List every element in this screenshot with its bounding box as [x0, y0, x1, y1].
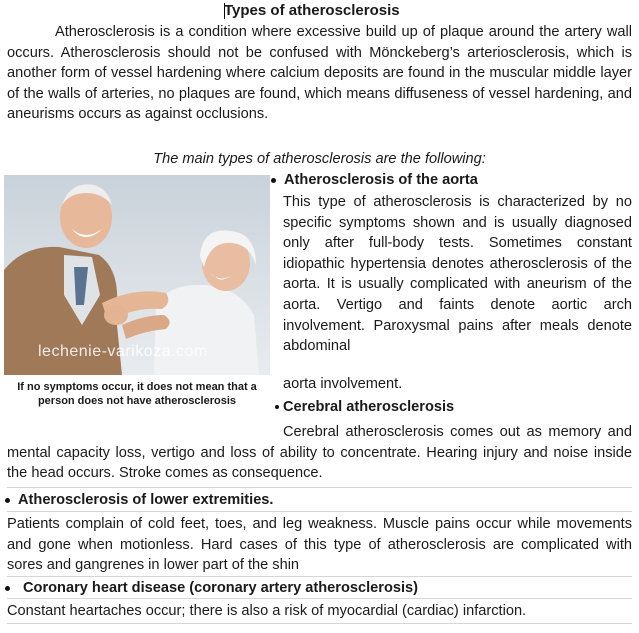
- page-title: Types of atherosclerosis: [224, 2, 400, 19]
- aorta-paragraph-tail: aorta involvement.: [283, 376, 403, 392]
- lower-extremities-paragraph: Patients complain of cold feet, toes, and leg weakness. Muscle pains occur while movements and gone when motionless. Hard cases of this type of atherosclerosis are complicated with sores and gangrenes in lower part of the shin: [7, 516, 632, 574]
- intro-paragraph: Atherosclerosis is a condition where excessive build up of plaque around the artery wall occurs. Atherosclerosis should not be confused with Mönckeberg’s arteriosclerosis, which is another form of vessel hardening where calcium deposits are found in the muscular middle layer of the walls of arteries, no plaques are found, which means diffuseness of vessel hardening, and aneurisms occurs as against occlusions.: [7, 24, 632, 123]
- divider: [7, 598, 632, 599]
- types-intro: The main types of atherosclerosis are the following:: [153, 151, 486, 167]
- elderly-couple-photo: [4, 175, 270, 375]
- bullet-icon: [271, 178, 276, 183]
- bullet-icon: [5, 498, 10, 503]
- bullet-icon: [5, 586, 10, 591]
- bullet-icon: [275, 405, 279, 409]
- divider: [7, 576, 632, 577]
- photo-watermark: lechenie-varikoza.com: [38, 343, 208, 360]
- coronary-paragraph: Constant heartaches occur; there is also a risk of myocardial (cardiac) infarction.: [7, 603, 527, 619]
- divider: [7, 511, 632, 512]
- heading-aorta: Atherosclerosis of the aorta: [271, 171, 478, 189]
- cerebral-paragraph: Cerebral atherosclerosis comes out as memory and mental capacity loss, vertigo and loss of ability to concentrate. Hearing injury and noise inside the head occurs. Stroke comes as consequence.: [7, 424, 632, 482]
- aorta-paragraph: This type of atherosclerosis is characterized by no specific symptoms shown and is usually diagnosed only after full-body tests. Sometimes constant idiopathic hypertensia denotes atherosclerosis of the aorta. It is usually complicated with aneurism of the aorta. Vertigo and faints denote aortic arch involvement. Paroxysmal pains after meals denote abdominal: [283, 194, 632, 355]
- photo-caption: If no symptoms occur, it does not mean that a person does not have atherosclerosis: [17, 381, 257, 407]
- divider: [7, 623, 632, 624]
- heading-coronary: Coronary heart disease (coronary artery atherosclerosis): [5, 579, 418, 597]
- heading-lower-extremities: Atherosclerosis of lower extremities.: [5, 491, 273, 509]
- divider: [7, 487, 632, 488]
- heading-cerebral: Cerebral atherosclerosis: [275, 398, 454, 416]
